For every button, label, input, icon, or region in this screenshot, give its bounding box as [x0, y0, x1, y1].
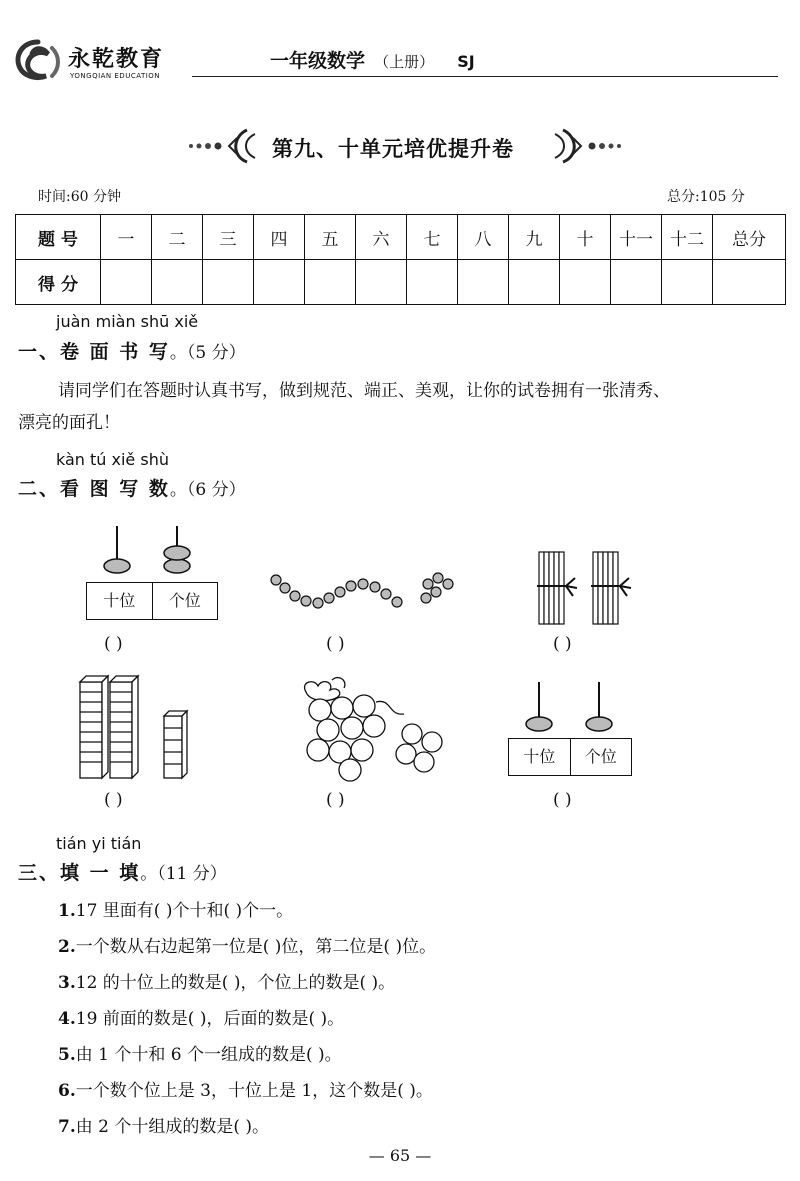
picture-abacus-12	[80, 520, 230, 630]
col-4: 四	[254, 215, 305, 260]
col-11: 十一	[611, 215, 662, 260]
section1-instruction-line1: 请同学们在答题时认真书写，做到规范、端正、美观，让你的试卷拥有一张清秀、	[58, 381, 670, 401]
section2-pinyin: kàn tú xiě shù	[56, 450, 169, 469]
col-5: 五	[305, 215, 356, 260]
answer-blank[interactable]: ( )	[553, 790, 572, 810]
score-cell[interactable]	[356, 260, 407, 305]
score-cell[interactable]	[560, 260, 611, 305]
col-8: 八	[458, 215, 509, 260]
score-cell[interactable]	[101, 260, 152, 305]
score-cell-total[interactable]	[713, 260, 786, 305]
score-table-score-row	[16, 260, 786, 305]
question-5: 5.由 1 个十和 6 个一组成的数是( )。	[58, 1045, 342, 1065]
answer-blank[interactable]: ( )	[104, 634, 123, 654]
title-ornament-right-icon	[545, 126, 625, 166]
book-edition: SJ	[457, 52, 475, 71]
score-cell[interactable]	[305, 260, 356, 305]
score-cell[interactable]	[662, 260, 713, 305]
abacus-tens-label: 十位	[509, 739, 571, 775]
score-cell[interactable]	[152, 260, 203, 305]
question-1: 1.17 里面有( )个十和( )个一。	[58, 901, 294, 921]
score-cell[interactable]	[407, 260, 458, 305]
cube-towers-icon	[74, 672, 194, 782]
score-cell[interactable]	[509, 260, 560, 305]
abacus-tens-label: 十位	[87, 583, 153, 619]
col-9: 九	[509, 215, 560, 260]
question-text[interactable]: 一个数个位上是 3，十位上是 1，这个数是( )。	[75, 1081, 433, 1101]
answer-blank[interactable]: ( )	[553, 634, 572, 654]
col-3: 三	[203, 215, 254, 260]
question-text[interactable]: 由 2 个十组成的数是( )。	[75, 1117, 270, 1137]
question-text[interactable]: 12 的十位上的数是( )，个位上的数是( )。	[75, 973, 396, 993]
grapes-icon	[292, 676, 452, 786]
abacus-ones-label: 个位	[168, 591, 201, 610]
col-7: 七	[407, 215, 458, 260]
row-label-question: 题 号	[16, 215, 101, 260]
col-12: 十二	[662, 215, 713, 260]
question-4: 4.19 前面的数是( )，后面的数是( )。	[58, 1009, 345, 1029]
col-1: 一	[101, 215, 152, 260]
abacus-ones-label: 个位	[584, 747, 617, 766]
section2-title: 二、看 图 写 数	[18, 478, 170, 500]
abacus-place-box	[508, 738, 632, 776]
question-3: 3.12 的十位上的数是( )，个位上的数是( )。	[58, 973, 396, 993]
section1-heading	[18, 337, 246, 364]
page-number: — 65 —	[368, 1146, 432, 1165]
section3-points: 。（11 分）	[140, 864, 227, 884]
question-7: 7.由 2 个十组成的数是( )。	[58, 1117, 270, 1137]
book-title: 一年级数学	[270, 50, 366, 72]
section3-pinyin: tián yi tián	[56, 834, 142, 853]
question-text[interactable]: 由 1 个十和 6 个一组成的数是( )。	[75, 1045, 342, 1065]
question-2: 2.一个数从右边起第一位是( )位，第二位是( )位。	[58, 937, 437, 957]
score-table	[15, 214, 786, 305]
title-ornament-left-icon	[185, 126, 265, 166]
col-2: 二	[152, 215, 203, 260]
question-text[interactable]: 19 前面的数是( )，后面的数是( )。	[75, 1009, 345, 1029]
score-cell[interactable]	[254, 260, 305, 305]
brand-name: 永乾教育	[68, 46, 165, 72]
exam-title: 第九、十单元培优提升卷	[272, 137, 514, 161]
section1-title: 一、卷 面 书 写	[18, 341, 170, 363]
exam-total-score: 总分:105 分	[667, 189, 745, 205]
brand-subtitle: YONGQIAN EDUCATION	[70, 72, 161, 80]
exam-time: 时间:60 分钟	[38, 189, 121, 205]
picture-abacus-11	[506, 676, 656, 786]
answer-blank[interactable]: ( )	[326, 634, 345, 654]
section1-points: 。（5 分）	[169, 343, 246, 363]
col-total: 总分	[713, 215, 786, 260]
score-cell[interactable]	[611, 260, 662, 305]
brand-logo	[12, 38, 202, 88]
score-cell[interactable]	[203, 260, 254, 305]
header-rule	[192, 76, 778, 77]
answer-blank[interactable]: ( )	[326, 790, 345, 810]
header-title-bar	[270, 46, 790, 73]
answer-blank[interactable]: ( )	[104, 790, 123, 810]
section1-instruction-line2: 漂亮的面孔！	[18, 413, 120, 433]
stick-bundles-icon	[533, 548, 643, 628]
question-6: 6.一个数个位上是 3，十位上是 1，这个数是( )。	[58, 1081, 433, 1101]
book-volume: （上册）	[374, 53, 435, 71]
col-6: 六	[356, 215, 407, 260]
row-label-score: 得 分	[16, 260, 101, 305]
section2-points: 。（6 分）	[169, 480, 246, 500]
col-10: 十	[560, 215, 611, 260]
swirl-logo-icon	[12, 38, 64, 84]
section1-pinyin: juàn miàn shū xiě	[56, 312, 199, 331]
abacus-place-box	[86, 582, 218, 620]
section3-heading	[18, 858, 227, 885]
score-table-header-row	[16, 215, 786, 260]
beads-string-icon	[268, 570, 458, 630]
score-cell[interactable]	[458, 260, 509, 305]
section3-title: 三、填 一 填	[18, 862, 141, 884]
question-text[interactable]: 一个数从右边起第一位是( )位，第二位是( )位。	[75, 937, 437, 957]
question-text[interactable]: 17 里面有( )个十和( )个一。	[75, 901, 294, 921]
section2-heading	[18, 474, 246, 501]
